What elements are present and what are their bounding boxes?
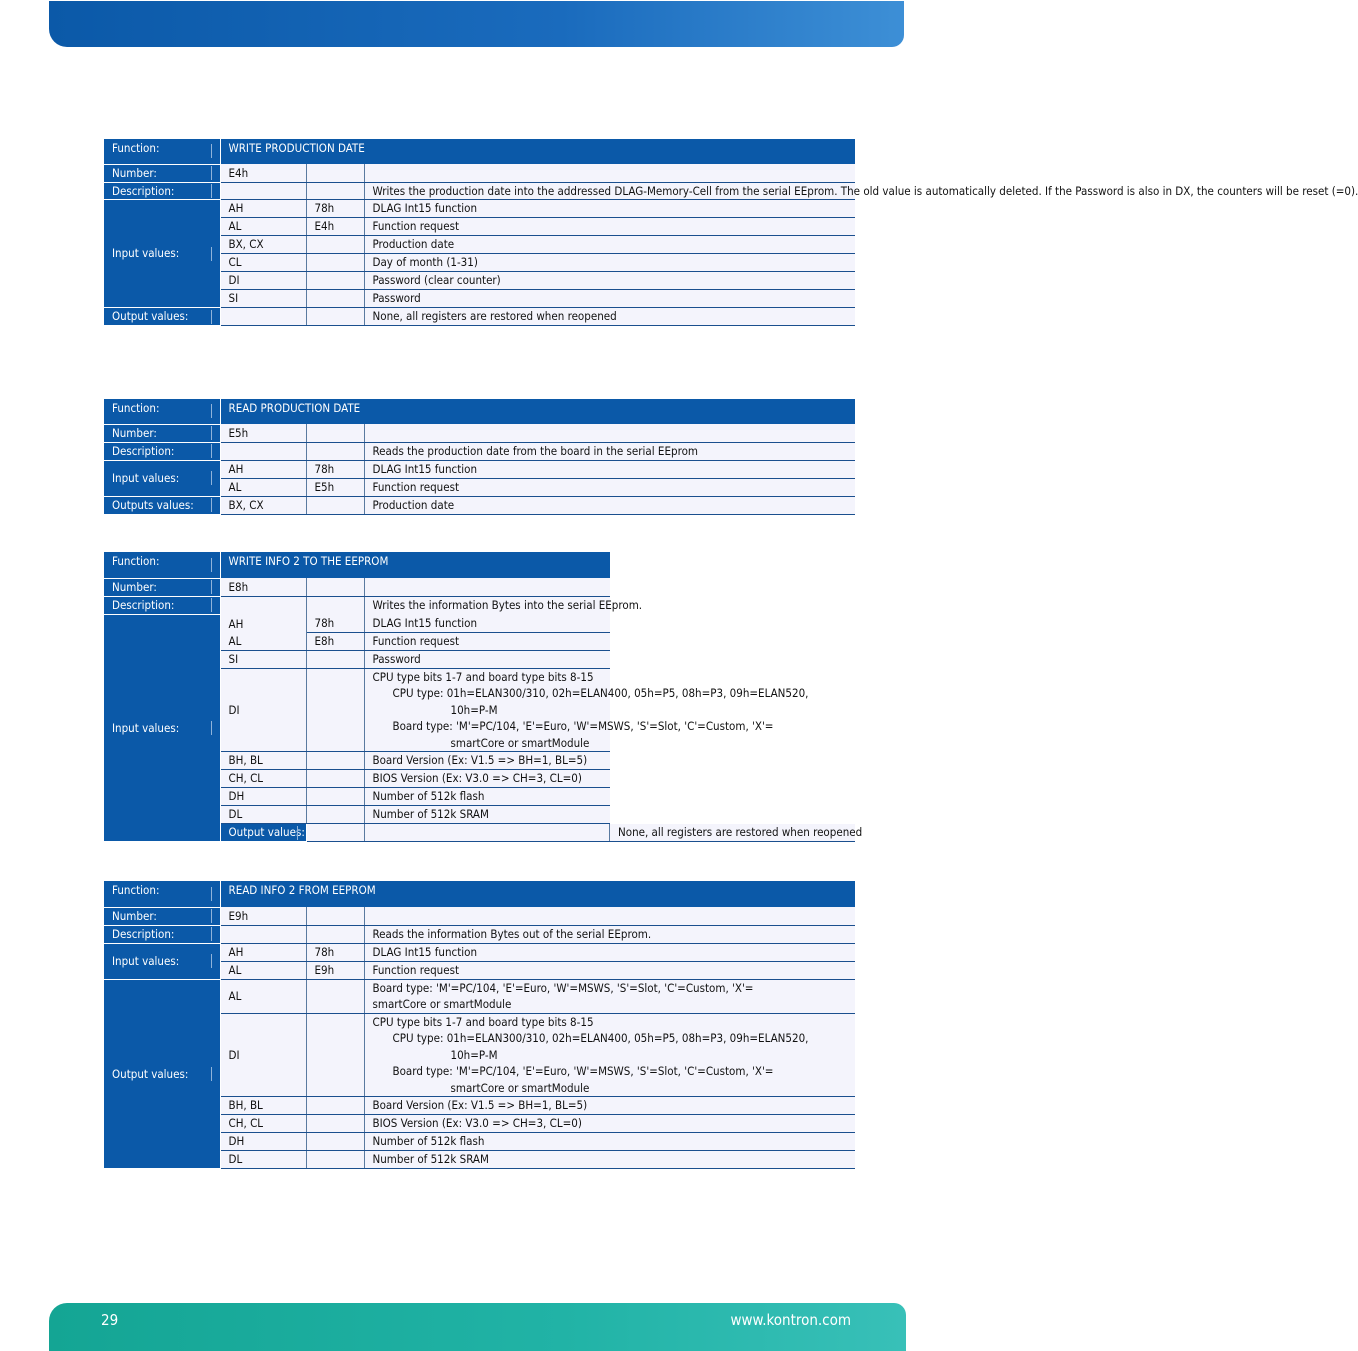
- function-row: [104, 552, 855, 578]
- register-description: Function request: [364, 218, 855, 236]
- register-name: DH: [220, 788, 306, 806]
- empty-cell: [220, 442, 306, 460]
- empty-cell: [306, 824, 364, 842]
- empty-cell: [306, 907, 364, 925]
- function-label: Function:: [104, 139, 220, 164]
- description-text: Reads the production date from the board in the serial EEprom: [364, 442, 855, 460]
- function-title: READ INFO 2 FROM EEPROM: [220, 881, 855, 907]
- empty-cell: [306, 442, 364, 460]
- register-name: DI: [220, 1013, 306, 1097]
- register-name: DI: [220, 272, 306, 290]
- register-description: Function request: [364, 961, 855, 979]
- empty-cell: [364, 578, 610, 596]
- function-label: Function:: [104, 552, 220, 578]
- function-number: E4h: [220, 164, 306, 182]
- register-description: Board Version (Ex: V1.5 => BH=1, BL=5): [364, 1097, 855, 1115]
- register-value: [306, 1115, 364, 1133]
- empty-cell: [220, 308, 306, 326]
- register-value: [306, 272, 364, 290]
- register-value: [306, 236, 364, 254]
- output-values-label: Output values:: [104, 308, 220, 326]
- register-value: [306, 788, 364, 806]
- register-description: [364, 1013, 855, 1097]
- description-row: [104, 182, 855, 200]
- input-values-label: Input values:: [104, 614, 220, 842]
- number-label: Number:: [104, 424, 220, 442]
- description-label: Description:: [104, 596, 220, 614]
- function-title: READ PRODUCTION DATE: [220, 399, 855, 424]
- register-name: CH, CL: [220, 1115, 306, 1133]
- number-label: Number:: [104, 578, 220, 596]
- register-row: [104, 460, 855, 478]
- di-line: CPU type: 01h=ELAN300/310, 02h=ELAN400, 05h=P5, 08h=P3, 09h=ELAN520,: [392, 1031, 809, 1045]
- empty-cell: [306, 164, 364, 182]
- register-description: Function request: [364, 632, 610, 650]
- input-values-label: Input values:: [104, 200, 220, 308]
- empty-cell: [364, 164, 855, 182]
- function-table-write-info-2: [104, 552, 863, 842]
- empty-cell: [306, 578, 364, 596]
- register-description: DLAG Int15 function: [364, 460, 855, 478]
- di-line: Board type: 'M'=PC/104, 'E'=Euro, 'W'=MSWS, 'S'=Slot, 'C'=Custom, 'X'=: [392, 719, 774, 733]
- description-text: Reads the information Bytes out of the serial EEprom.: [364, 925, 855, 943]
- register-description: Production date: [364, 236, 855, 254]
- register-name: DH: [220, 1133, 306, 1151]
- empty-cell: [220, 925, 306, 943]
- description-row: [104, 925, 855, 943]
- register-value: 78h: [306, 943, 364, 961]
- register-description: BIOS Version (Ex: V3.0 => CH=3, CL=0): [364, 1115, 855, 1133]
- register-value: [306, 1133, 364, 1151]
- register-description: DLAG Int15 function: [364, 943, 855, 961]
- header-bar: [49, 1, 904, 47]
- number-row: [104, 424, 855, 442]
- description-label: Description:: [104, 182, 220, 200]
- function-row: [104, 881, 855, 907]
- function-title: WRITE INFO 2 TO THE EEPROM: [220, 552, 610, 578]
- output-values-label: Output values:: [104, 979, 220, 1169]
- register-name: DI: [220, 668, 306, 752]
- al-line: Board type: 'M'=PC/104, 'E'=Euro, 'W'=MSWS, 'S'=Slot, 'C'=Custom, 'X'=: [372, 980, 754, 995]
- description-text: Writes the information Bytes into the serial EEprom.: [364, 596, 610, 614]
- empty-cell: [306, 1013, 364, 1097]
- register-value: [306, 650, 364, 668]
- register-name: AL: [220, 478, 306, 496]
- register-description: Number of 512k SRAM: [364, 806, 610, 824]
- register-description: Number of 512k flash: [364, 1133, 855, 1151]
- register-value: [306, 752, 364, 770]
- register-name: BX, CX: [220, 496, 306, 514]
- register-value: E5h: [306, 478, 364, 496]
- register-description: Number of 512k SRAM: [364, 1151, 855, 1169]
- register-name: AH: [220, 943, 306, 961]
- empty-cell: [306, 668, 364, 752]
- register-name: BH, BL: [220, 752, 306, 770]
- register-description: Number of 512k flash: [364, 788, 610, 806]
- di-line: 10h=P-M: [450, 1047, 498, 1062]
- register-name: BX, CX: [220, 236, 306, 254]
- page-number: 29: [101, 1311, 119, 1329]
- function-table-read-info-2: [104, 881, 855, 1169]
- register-description: Password: [364, 650, 610, 668]
- description-label: Description:: [104, 442, 220, 460]
- input-values-label: Input values:: [104, 460, 220, 496]
- register-row: [104, 200, 855, 218]
- register-description: Function request: [364, 478, 855, 496]
- di-line: 10h=P-M: [450, 702, 498, 717]
- register-value: [306, 770, 364, 788]
- di-line: CPU type bits 1-7 and board type bits 8-15: [372, 669, 594, 684]
- register-value: 78h: [306, 460, 364, 478]
- di-line: Board type: 'M'=PC/104, 'E'=Euro, 'W'=MSWS, 'S'=Slot, 'C'=Custom, 'X'=: [392, 1064, 774, 1078]
- function-number: E9h: [220, 907, 306, 925]
- output-row: [104, 496, 855, 514]
- input-values-label: Input values:: [104, 943, 220, 979]
- al-line: smartCore or smartModule: [372, 997, 512, 1011]
- register-value: [306, 1097, 364, 1115]
- description-row: [104, 596, 855, 614]
- function-row: [104, 399, 855, 424]
- register-description: BIOS Version (Ex: V3.0 => CH=3, CL=0): [364, 770, 610, 788]
- empty-cell: [364, 424, 855, 442]
- register-description: Password (clear counter): [364, 272, 855, 290]
- register-name: AL: [220, 218, 306, 236]
- register-name: AL: [220, 979, 306, 1013]
- empty-cell: [306, 925, 364, 943]
- register-value: [306, 806, 364, 824]
- website-link[interactable]: www.kontron.com: [730, 1311, 851, 1329]
- number-row: [104, 907, 855, 925]
- register-value: E4h: [306, 218, 364, 236]
- register-value: E9h: [306, 961, 364, 979]
- register-name: CL: [220, 254, 306, 272]
- register-name: AH: [220, 200, 306, 218]
- register-value: 78h: [306, 200, 364, 218]
- empty-cell: [364, 907, 855, 925]
- register-row: [104, 979, 855, 1013]
- empty-cell: [306, 496, 364, 514]
- description-label: Description:: [104, 925, 220, 943]
- output-values-label: Output values:: [220, 824, 306, 842]
- di-line: CPU type: 01h=ELAN300/310, 02h=ELAN400, 05h=P5, 08h=P3, 09h=ELAN520,: [392, 686, 809, 700]
- function-label: Function:: [104, 399, 220, 424]
- empty-cell: [220, 182, 306, 200]
- register-name: AH: [220, 596, 306, 632]
- description-text: Writes the production date into the addressed DLAG-Memory-Cell from the serial EEprom. The old value is automatically deleted. If the Password is also in DX, the counters will be reset (=0).: [364, 182, 855, 200]
- register-name: SI: [220, 650, 306, 668]
- register-row: [104, 614, 855, 632]
- empty-cell: [306, 182, 364, 200]
- register-name: AH: [220, 460, 306, 478]
- di-line: smartCore or smartModule: [450, 735, 590, 750]
- number-row: [104, 164, 855, 182]
- register-description: [364, 668, 809, 752]
- register-value: [306, 290, 364, 308]
- register-value: 78h: [306, 596, 364, 632]
- number-row: [104, 578, 855, 596]
- footer-bar: [49, 1303, 906, 1351]
- output-description: Production date: [364, 496, 855, 514]
- output-description: None, all registers are restored when reopened: [364, 308, 855, 326]
- function-title: WRITE PRODUCTION DATE: [220, 139, 855, 164]
- register-description: Board Version (Ex: V1.5 => BH=1, BL=5): [364, 752, 610, 770]
- description-row: [104, 442, 855, 460]
- empty-cell: [306, 424, 364, 442]
- function-number: E8h: [220, 578, 306, 596]
- function-row: [104, 139, 855, 164]
- register-name: BH, BL: [220, 1097, 306, 1115]
- output-description: None, all registers are restored when reopened: [610, 824, 856, 842]
- di-line: CPU type bits 1-7 and board type bits 8-15: [372, 1014, 594, 1029]
- register-value: [306, 1151, 364, 1169]
- empty-cell: [364, 824, 610, 842]
- register-name: DL: [220, 806, 306, 824]
- register-row: [104, 943, 855, 961]
- number-label: Number:: [104, 907, 220, 925]
- register-value: [306, 254, 364, 272]
- number-label: Number:: [104, 164, 220, 182]
- function-table-write-production-date: [104, 139, 1358, 326]
- empty-cell: [306, 308, 364, 326]
- di-line: smartCore or smartModule: [450, 1080, 590, 1095]
- register-description: Day of month (1-31): [364, 254, 855, 272]
- register-name: AL: [220, 961, 306, 979]
- function-label: Function:: [104, 881, 220, 907]
- register-name: CH, CL: [220, 770, 306, 788]
- register-value: E8h: [306, 632, 364, 650]
- empty-cell: [306, 979, 364, 1013]
- function-table-read-production-date: [104, 399, 855, 515]
- output-row: [104, 308, 855, 326]
- register-name: SI: [220, 290, 306, 308]
- outputs-values-label: Outputs values:: [104, 496, 220, 514]
- register-description: [364, 979, 855, 1013]
- register-description: DLAG Int15 function: [364, 200, 855, 218]
- register-description: Password: [364, 290, 855, 308]
- register-name: DL: [220, 1151, 306, 1169]
- register-description: DLAG Int15 function: [364, 614, 610, 632]
- function-number: E5h: [220, 424, 306, 442]
- register-name: AL: [220, 632, 306, 650]
